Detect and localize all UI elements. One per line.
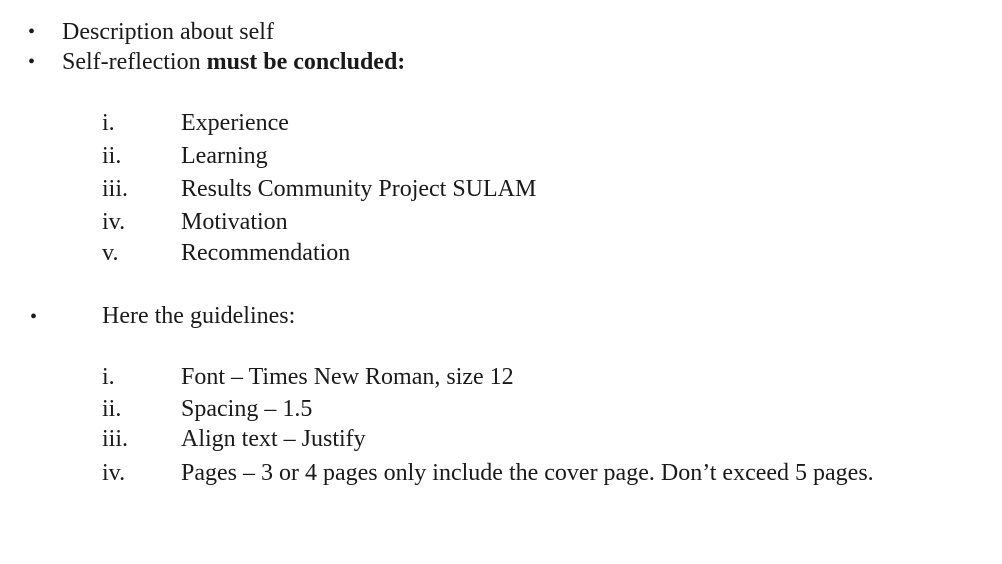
guideline-item-align: Align text – Justify bbox=[181, 426, 366, 452]
reflection-numeral: iv. bbox=[102, 209, 126, 235]
guideline-item-spacing: Spacing – 1.5 bbox=[181, 396, 313, 422]
guideline-item-font: Font – Times New Roman, size 12 bbox=[181, 364, 514, 390]
reflection-numeral: iii. bbox=[102, 176, 129, 202]
reflection-item-recommendation: Recommendation bbox=[181, 240, 351, 266]
guideline-item-pages: Pages – 3 or 4 pages only include the cover page. Don’t exceed 5 pages. bbox=[181, 460, 874, 486]
bullet-marker: • bbox=[30, 306, 38, 328]
self-reflection-emphasis: must be concluded: bbox=[206, 49, 406, 75]
guideline-numeral: iv. bbox=[102, 460, 126, 486]
guideline-numeral: i. bbox=[102, 364, 115, 390]
bullet-self-reflection bbox=[62, 48, 405, 76]
bullet-marker: • bbox=[28, 51, 36, 73]
bullet-marker: • bbox=[28, 21, 36, 43]
reflection-item-results: Results Community Project SULAM bbox=[181, 176, 537, 202]
reflection-numeral: ii. bbox=[102, 143, 122, 169]
reflection-item-experience: Experience bbox=[181, 110, 289, 136]
reflection-numeral: i. bbox=[102, 110, 115, 136]
bullet-description-about-self: Description about self bbox=[62, 19, 274, 45]
reflection-numeral: v. bbox=[102, 240, 119, 266]
self-reflection-label: Self-reflection bbox=[62, 49, 207, 75]
bullet-guidelines: Here the guidelines: bbox=[102, 303, 296, 329]
guideline-numeral: ii. bbox=[102, 396, 122, 422]
reflection-item-learning: Learning bbox=[181, 143, 268, 169]
reflection-item-motivation: Motivation bbox=[181, 209, 288, 235]
guideline-numeral: iii. bbox=[102, 426, 129, 452]
